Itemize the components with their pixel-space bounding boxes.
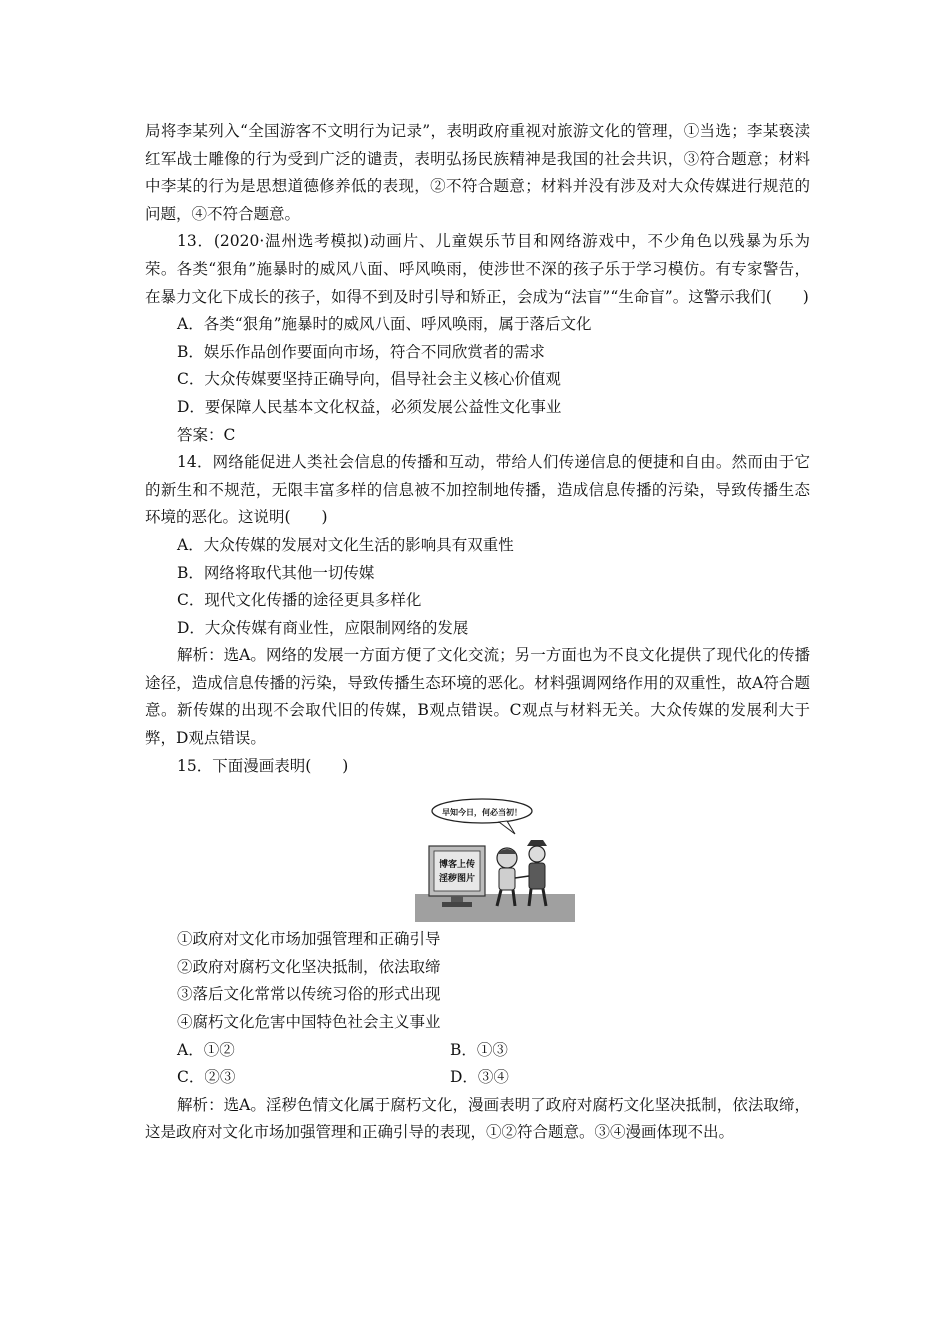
q14-analysis: 解析：选A。网络的发展一方面方便了文化交流；另一方面也为不良文化提供了现代化的传播途径，造成信息传播的污染，导致传播生态环境的恶化。材料强调网络作用的双重性，故A符合题意。新传媒的出现不会取代旧的传媒，B观点错误。C观点与材料无关。大众传媒的发展利大于弊，D观点错误。	[145, 646, 810, 748]
speech-bubble-text: 早知今日，何必当初！	[442, 808, 522, 818]
q14-stem: 14．网络能促进人类社会信息的传播和互动，带给人们传递信息的便捷和自由。然而由于它的新生和不规范，无限丰富多样的信息被不加控制地传播，造成信息传播的污染，导致传播生态环境的恶化。这说明( )	[145, 453, 810, 527]
document-page	[145, 118, 810, 1147]
ground	[415, 894, 575, 922]
q15-statement-3: ③落后文化常常以传统习俗的形式出现	[177, 985, 441, 1004]
q15-statement-4: ④腐朽文化危害中国特色社会主义事业	[177, 1013, 441, 1032]
q15-option-b: B．①③	[450, 1040, 508, 1059]
q15-options-row-1	[145, 1037, 810, 1065]
q15-options-row-2	[145, 1064, 810, 1092]
q15-analysis: 解析：选A。淫秽色情文化属于腐朽文化，漫画表明了政府对腐朽文化坚决抵制，依法取缔，这是政府对文化市场加强管理和正确引导的表现，①②符合题意。③④漫画体现不出。	[145, 1095, 810, 1142]
q14-option-a: A．大众传媒的发展对文化生活的影响具有双重性	[177, 535, 514, 554]
q15-option-d: D．③④	[450, 1068, 509, 1087]
q15-stem: 15．下面漫画表明( )	[177, 756, 349, 775]
sign-line-2: 淫秽图片	[438, 873, 476, 884]
q14-option-d: D．大众传媒有商业性，应限制网络的发展	[177, 618, 469, 637]
q14-option-c: C．现代文化传播的途径更具多样化	[177, 591, 422, 610]
q14-option-b: B．网络将取代其他一切传媒	[177, 563, 375, 582]
sign-line-1: 博客上传	[438, 859, 476, 870]
q13-option-d: D．要保障人民基本文化权益，必须发展公益性文化事业	[177, 397, 562, 416]
cartoon-image	[415, 794, 575, 922]
q13-option-a: A．各类“狠角”施暴时的威风八面、呼风唤雨，属于落后文化	[177, 315, 592, 334]
q13-answer: 答案：C	[177, 425, 236, 444]
q13-stem: 13．(2020·温州选考模拟)动画片、儿童娱乐节目和网络游戏中，不少角色以残暴为乐为荣。各类“狠角”施暴时的威风八面、呼风唤雨，使涉世不深的孩子乐于学习模仿。有专家警告，在暴力文化下成长的孩子，如得不到及时引导和矫正，会成为“法盲”“生命盲”。这警示我们( )	[145, 232, 810, 306]
intro-paragraph: 局将李某列入“全国游客不文明行为记录”，表明政府重视对旅游文化的管理，①当选；李某亵渎红军战士雕像的行为受到广泛的谴责，表明弘扬民族精神是我国的社会共识，③符合题意；材料中李某的行为是思想道德修养低的表现，②不符合题意；材料并没有涉及对大众传媒进行规范的问题，④不符合题意。	[145, 122, 810, 223]
q13-option-c: C．大众传媒要坚持正确导向，倡导社会主义核心价值观	[177, 370, 561, 389]
q15-option-a: A．①②	[177, 1040, 235, 1059]
q15-statement-1: ①政府对文化市场加强管理和正确引导	[177, 930, 441, 949]
q15-option-c: C．②③	[177, 1068, 236, 1087]
q13-option-b: B．娱乐作品创作要面向市场，符合不同欣赏者的需求	[177, 342, 545, 361]
q15-statement-2: ②政府对腐朽文化坚决抵制，依法取缔	[177, 957, 441, 976]
